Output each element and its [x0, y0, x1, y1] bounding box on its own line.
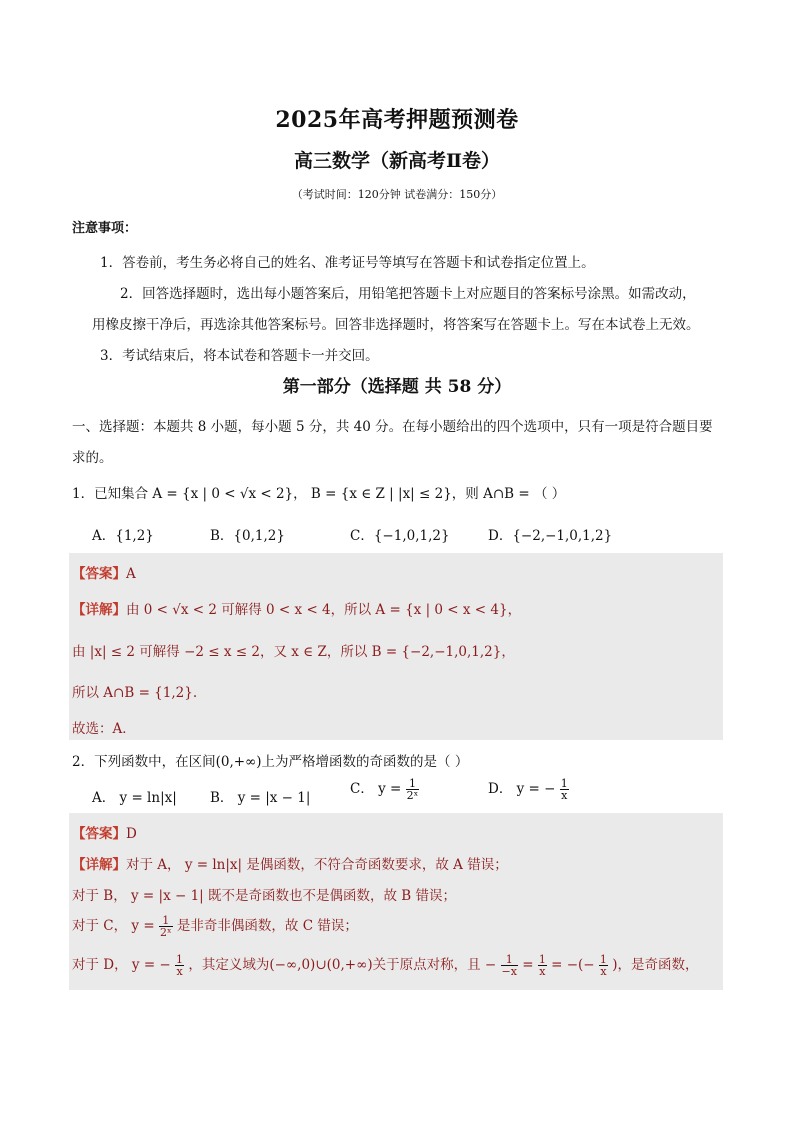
- q2-detail-4-fraction-3: [538, 954, 547, 977]
- q2-detail-4-fraction-4: [599, 954, 608, 977]
- q2-answer-tag: 【答案】: [72, 826, 126, 842]
- q2-option-d: [488, 777, 569, 801]
- q2-option-a: A． y = ln|x|: [92, 790, 177, 806]
- q2-detail-2: 对于 B， y = |x − 1| 既不是奇函数也不是偶函数，故 B 错误；: [72, 888, 457, 904]
- q2-detail-3: [72, 914, 358, 938]
- q1-detail-3: 所以 A∩B = {1,2}.: [72, 685, 198, 701]
- q1-detail-1: 由 0 < √x < 2 可解得 0 < x < 4，所以 A = {x | 0 < x < 4}，: [126, 602, 522, 618]
- exam-title: 2025年高考押题预测卷: [275, 107, 519, 133]
- q1-detail-2: 由 |x| ≤ 2 可解得 −2 ≤ x ≤ 2，又 x ∈ Z，所以 B = {−2,−1,0,1,2}，: [72, 644, 515, 660]
- q1-option-d: D．{−2,−1,0,1,2}: [488, 528, 613, 544]
- q2-option-d-prefix: D． y = −: [488, 781, 556, 797]
- q2-detail-4-den: x: [176, 965, 183, 978]
- q2-detail-3-suffix: 是非奇非偶函数，故 C 错误；: [176, 918, 358, 934]
- q1-option-b: B．{0,1,2}: [210, 528, 285, 544]
- q2-detail-4-num: 1: [176, 953, 184, 966]
- notes-heading: 注意事项：: [72, 221, 138, 236]
- q1-answer-value: A: [126, 566, 136, 582]
- q2-detail-4-num2: 1: [501, 954, 518, 966]
- note-item-3: 3．考试结束后，将本试卷和答题卡一并交回。: [100, 348, 379, 364]
- section-instruction-b: 求的。: [72, 450, 113, 466]
- q2-stem: 2．下列函数中，在区间(0,+∞)上为严格增函数的奇函数的是（ ）: [72, 754, 469, 770]
- q2-detail-4-eq2: = −(−: [551, 957, 595, 973]
- q2-option-d-num: 1: [560, 777, 568, 790]
- q2-detail-4-den4: x: [600, 965, 607, 978]
- q2-option-c-num: 1: [406, 778, 420, 790]
- q1-option-c: C．{−1,0,1,2}: [350, 528, 450, 544]
- q1-option-a: A．{1,2}: [92, 528, 154, 544]
- q2-detail-line-1: [72, 853, 508, 873]
- q2-detail-3-num: 1: [159, 915, 173, 927]
- q2-detail-4-suffix: )，是奇函数，: [612, 957, 699, 973]
- note-item-2b: 用橡皮擦干净后，再选涂其他答案标号。回答非选择题时，将答案写在答题卡上。写在本试卷上无效。: [92, 317, 700, 333]
- q2-option-b: B． y = |x − 1|: [210, 790, 311, 806]
- q1-choose: 故选：A．: [72, 721, 136, 737]
- q1-detail-line-1: [72, 598, 521, 618]
- q2-detail-3-den: 2ˣ: [159, 926, 172, 939]
- q2-detail-1: 对于 A， y = ln|x| 是偶函数，不符合奇函数要求，故 A 错误；: [126, 857, 508, 873]
- q1-stem: 1．已知集合 A = {x | 0 < √x < 2}， B = {x ∈ Z | |x| ≤ 2}，则 A∩B = （ ）: [72, 486, 566, 502]
- q2-option-d-fraction: [560, 778, 569, 801]
- exam-info: （考试时间：120分钟 试卷满分：150分）: [291, 188, 503, 201]
- q2-detail-4-fraction-2: [501, 954, 518, 977]
- exam-subtitle: 高三数学（新高考Ⅱ卷）: [293, 150, 500, 172]
- q1-answer-line: [72, 562, 136, 582]
- q2-detail-4-eq: =: [522, 957, 534, 973]
- q1-answer-tag: 【答案】: [72, 566, 126, 582]
- note-item-1: 1．答卷前，考生务必将自己的姓名、准考证号等填写在答题卡和试卷指定位置上。: [100, 255, 595, 271]
- q2-option-d-den: x: [561, 789, 568, 802]
- section-title: 第一部分（选择题 共 58 分）: [282, 377, 512, 397]
- q2-detail-4-prefix: 对于 D， y = −: [72, 957, 171, 973]
- q2-detail-4-num3: 1: [538, 953, 546, 966]
- q2-option-c-fraction: [406, 778, 420, 801]
- q2-detail-4-den2: −x: [501, 965, 517, 978]
- q2-answer-value: D: [126, 826, 137, 842]
- q2-detail-3-prefix: 对于 C， y =: [72, 918, 155, 934]
- q2-detail-4: [72, 953, 699, 977]
- section-instruction-a: 一、选择题：本题共 8 小题，每小题 5 分，共 40 分。在每小题给出的四个选项中，只有一项是符合题目要: [72, 419, 713, 435]
- q2-option-c-prefix: C． y =: [350, 781, 402, 797]
- q2-answer-line: [72, 822, 137, 842]
- q2-detail-tag: 【详解】: [72, 857, 126, 873]
- q2-detail-4-mid: ，其定义域为(−∞,0)∪(0,+∞)关于原点对称，且 −: [188, 957, 497, 973]
- q1-detail-tag: 【详解】: [72, 602, 126, 618]
- q2-detail-4-num4: 1: [599, 953, 607, 966]
- q2-option-c-den: 2ˣ: [406, 789, 419, 802]
- q2-detail-4-den3: x: [539, 965, 546, 978]
- q2-detail-4-fraction-1: [175, 954, 184, 977]
- note-item-2a: 2．回答选择题时，选出每小题答案后，用铅笔把答题卡上对应题目的答案标号涂黑。如需改动，: [120, 286, 696, 302]
- q2-option-c: [350, 777, 419, 801]
- q2-detail-3-fraction: [159, 915, 173, 938]
